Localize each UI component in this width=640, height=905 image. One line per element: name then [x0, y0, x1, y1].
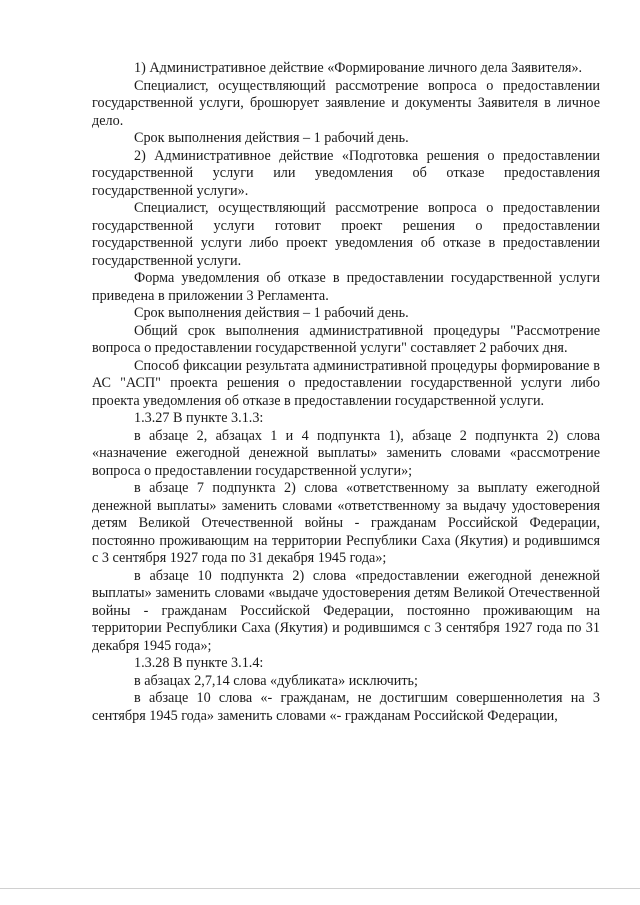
paragraph: Срок выполнения действия – 1 рабочий день. — [134, 130, 409, 146]
paragraph: Способ фиксации результата административной процедуры формирование в АС "АСП" проекта решения о предоставлении государственной услуги либо проекта уведомления об отказе в предоставлении государственной услуги. — [92, 357, 600, 409]
paragraph: в абзаце 10 подпункта 2) слова «предоставлении ежегодной денежной выплаты» заменить словами «выдаче удостоверения детям Великой Отечественной войны - гражданам Российской Федерации, постоянно проживающим на территории Республики Саха (Якутия) и родившимся с 3 сентября 1927 года по 31 декабря 1945 года»; — [92, 567, 600, 654]
paragraph: Специалист, осуществляющий рассмотрение вопроса о предоставлении государственной услуги готовит проект решения о предоставлении государственной услуги либо проект уведомления об отказе в предоставлении государственной услуги. — [92, 200, 600, 269]
paragraph: Общий срок выполнения административной процедуры "Рассмотрение вопроса о предоставлении государственной услуги" составляет 2 рабочих дня. — [92, 322, 600, 356]
page-edge-divider — [0, 888, 640, 889]
paragraph: 1.3.28 В пункте 3.1.4: — [134, 655, 264, 671]
paragraph: 1.3.27 В пункте 3.1.3: — [134, 410, 264, 426]
paragraph: Форма уведомления об отказе в предоставлении государственной услуги приведена в приложении 3 Регламента. — [92, 270, 600, 304]
paragraph: в абзаце 2, абзацах 1 и 4 подпункта 1), абзаце 2 подпункта 2) слова «назначение ежегодной денежной выплаты» заменить словами «рассмотрение вопроса о предоставлении государственной услуги»; — [92, 427, 600, 479]
paragraph: Специалист, осуществляющий рассмотрение вопроса о предоставлении государственной услуги, брошюрует заявление и документы Заявителя в личное дело. — [92, 77, 600, 129]
paragraph: в абзаце 7 подпункта 2) слова «ответственному за выплату ежегодной денежной выплаты» заменить словами «ответственному за выдачу удостоверения детям Великой Отечественной войны - гражданам Российской Федерации, постоянно проживающим на территории Республики Саха (Якутия) и родившимся с 3 сентября 1927 года по 31 декабря 1945 года»; — [92, 480, 600, 566]
paragraph: в абзаце 10 слова «- гражданам, не достигшим совершеннолетия на 3 сентября 1945 года» заменить словами «- гражданам Российской Федерации, — [92, 690, 600, 724]
paragraph: 2) Административное действие «Подготовка решения о предоставлении государственной услуги или уведомления об отказе предоставления государственной услуги». — [92, 147, 600, 199]
document-body — [92, 60, 600, 725]
paragraph: Срок выполнения действия – 1 рабочий день. — [134, 305, 409, 321]
paragraph: 1) Административное действие «Формирование личного дела Заявителя». — [134, 60, 583, 76]
paragraph: в абзацах 2,7,14 слова «дубликата» исключить; — [134, 672, 418, 689]
